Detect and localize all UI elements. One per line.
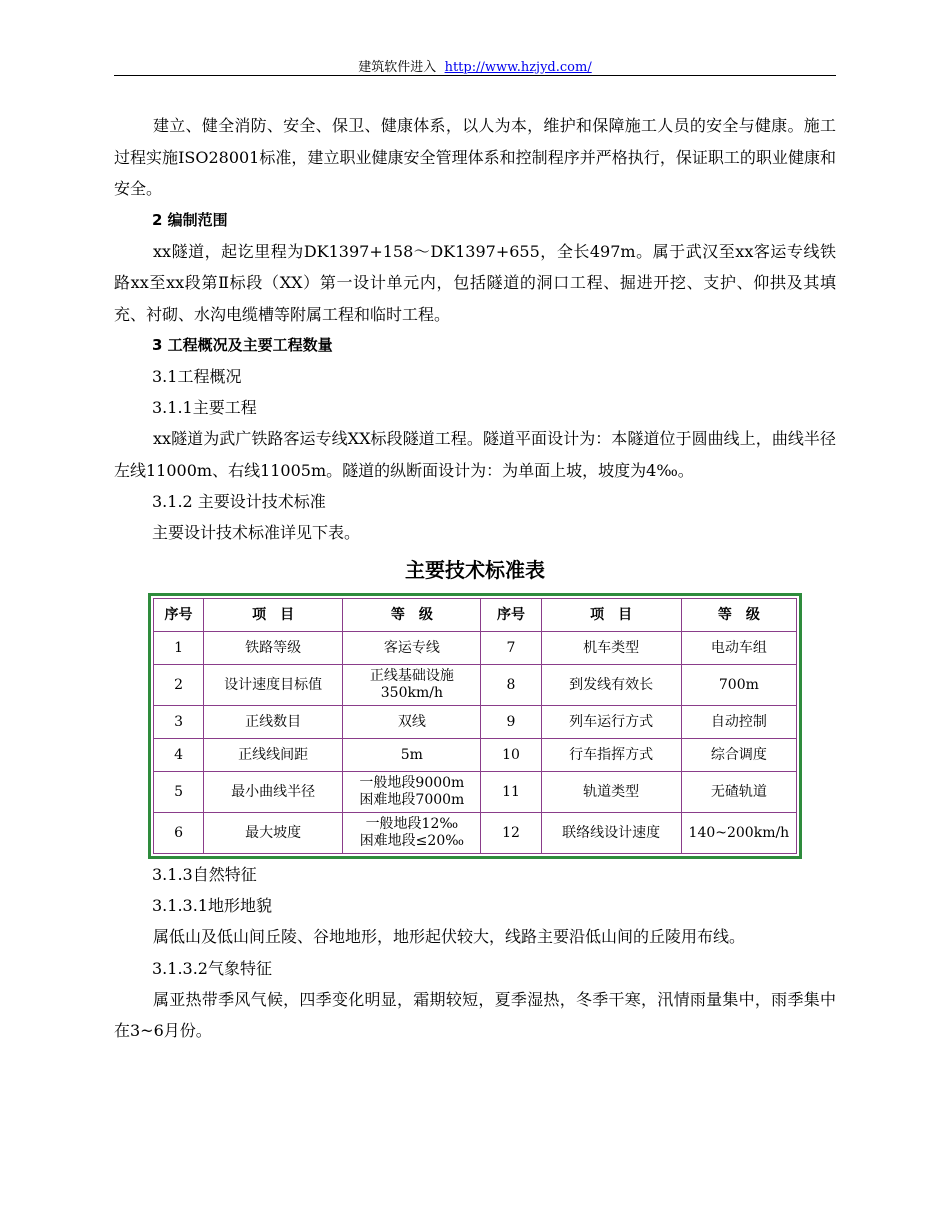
header-cell: 项 目 — [541, 599, 681, 632]
table-cell: 4 — [154, 739, 204, 772]
table-cell: 机车类型 — [541, 632, 681, 665]
table-row — [154, 632, 797, 665]
table-cell: 联络线设计速度 — [541, 813, 681, 854]
table-row — [154, 772, 797, 813]
table-cell: 列车运行方式 — [541, 706, 681, 739]
main-works-paragraph: xx隧道为武广铁路客运专线XX标段隧道工程。隧道平面设计为：本隧道位于圆曲线上，曲线半径左线11000m、右线11005m。隧道的纵断面设计为：为单面上坡，坡度为4‰。 — [114, 429, 836, 480]
table-cell: 10 — [481, 739, 541, 772]
standards-intro: 主要设计技术标准详见下表。 — [152, 523, 361, 542]
table-cell: 无碴轨道 — [681, 772, 796, 813]
table-row — [154, 813, 797, 854]
table-cell: 7 — [481, 632, 541, 665]
table-row — [154, 706, 797, 739]
table-cell: 行车指挥方式 — [541, 739, 681, 772]
table-cell: 12 — [481, 813, 541, 854]
table-row — [154, 665, 797, 706]
header-label: 建筑软件进入 — [358, 60, 437, 75]
header-cell: 序号 — [481, 599, 541, 632]
table-cell: 最大坡度 — [204, 813, 343, 854]
table-cell: 正线线间距 — [204, 739, 343, 772]
table-title: 主要技术标准表 — [405, 558, 545, 582]
table-cell: 700m — [681, 665, 796, 706]
table-cell: 3 — [154, 706, 204, 739]
table-cell: 6 — [154, 813, 204, 854]
table-cell: 综合调度 — [681, 739, 796, 772]
table-cell: 正线基础设施 350km/h — [343, 665, 481, 706]
header-cell: 项 目 — [204, 599, 343, 632]
table-cell: 设计速度目标值 — [204, 665, 343, 706]
table-cell: 2 — [154, 665, 204, 706]
heading-3-1: 3.1工程概况 — [152, 367, 242, 386]
table-row — [154, 739, 797, 772]
page-header — [0, 56, 950, 75]
heading-3: 3 工程概况及主要工程数量 — [152, 336, 333, 354]
standards-table — [153, 598, 797, 854]
table-cell: 8 — [481, 665, 541, 706]
scope-paragraph: xx隧道，起讫里程为DK1397+158～DK1397+655，全长497m。属于武汉至xx客运专线铁路xx至xx段第Ⅱ标段（XX）第一设计单元内，包括隧道的洞口工程、掘进开挖、支护、仰拱及其填充、衬砌、水沟电缆槽等附属工程和临时工程。 — [114, 241, 836, 324]
heading-2: 2 编制范围 — [152, 210, 228, 229]
table-cell: 1 — [154, 632, 204, 665]
intro-paragraph: 建立、健全消防、安全、保卫、健康体系，以人为本，维护和保障施工人员的安全与健康。施工过程实施ISO28001标准，建立职业健康安全管理体系和控制程序并严格执行，保证职工的职业健康和安全。 — [114, 116, 836, 198]
heading-3-1-3-2: 3.1.3.2气象特征 — [152, 958, 272, 978]
heading-3-1-3: 3.1.3自然特征 — [152, 865, 257, 884]
table-cell: 电动车组 — [681, 632, 796, 665]
table-cell: 一般地段9000m 困难地段7000m — [343, 772, 481, 813]
header-cell: 等 级 — [681, 599, 796, 632]
table-cell: 铁路等级 — [204, 632, 343, 665]
climate-paragraph: 属亚热带季风气候，四季变化明显，霜期较短，夏季湿热，冬季干寒，汛情雨量集中，雨季集中在3~6月份。 — [114, 989, 836, 1040]
heading-3-1-3-1: 3.1.3.1地形地貌 — [152, 896, 272, 915]
table-cell: 9 — [481, 706, 541, 739]
table-header-row — [154, 599, 797, 632]
terrain-paragraph: 属低山及低山间丘陵、谷地地形，地形起伏较大，线路主要沿低山间的丘陵用布线。 — [153, 927, 746, 946]
table-cell: 轨道类型 — [541, 772, 681, 813]
header-cell: 序号 — [154, 599, 204, 632]
standards-table-frame — [148, 593, 802, 859]
header-divider — [114, 75, 836, 76]
table-cell: 11 — [481, 772, 541, 813]
heading-3-1-2: 3.1.2 主要设计技术标准 — [152, 492, 326, 511]
table-cell: 到发线有效长 — [541, 665, 681, 706]
table-cell: 一般地段12‰ 困难地段≤20‰ — [343, 813, 481, 854]
table-cell: 正线数目 — [204, 706, 343, 739]
table-cell: 最小曲线半径 — [204, 772, 343, 813]
document-body — [114, 110, 836, 1047]
heading-3-1-1: 3.1.1主要工程 — [152, 398, 257, 417]
table-cell: 客运专线 — [343, 632, 481, 665]
table-cell: 自动控制 — [681, 706, 796, 739]
table-cell: 140~200km/h — [681, 813, 796, 854]
table-cell: 5 — [154, 772, 204, 813]
header-cell: 等 级 — [343, 599, 481, 632]
table-cell: 5m — [343, 739, 481, 772]
table-cell: 双线 — [343, 706, 481, 739]
header-link[interactable]: http://www.hzjyd.com/ — [444, 60, 592, 75]
